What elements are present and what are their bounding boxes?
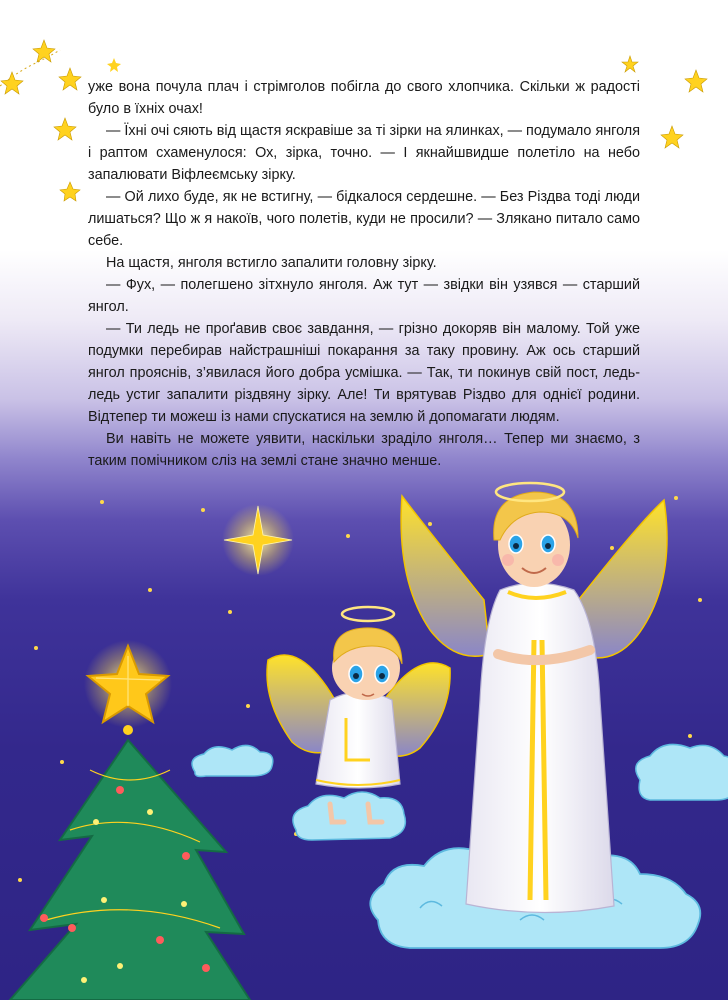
paragraph: уже вона почула плач і стрімголов побігла до свого хлопчика. Скільки ж радості було в їхніх очах! bbox=[88, 79, 640, 117]
cloud bbox=[636, 744, 728, 800]
cloud bbox=[192, 745, 273, 776]
story-text bbox=[88, 76, 640, 472]
paragraph: — Ти ледь не проґавив своє завдання, — грізно докоряв він малому. Той уже подумки перебирав найстрашніші покарання за таку провину. Аж ось старший янгол прояснів, з’явилася його добра усмішка. — Так, ти покинув свій пост, ледь-ледь устиг запалити різдвяну зірку. Але! Ти врятував Різдво для однієї родини. Відтепер ти можеш із нами спускатися на землю й допомагати людям. bbox=[88, 321, 640, 425]
paragraph: Ви навіть не можете уявити, наскільки зраділо янголя… Тепер ми знаємо, з таким помічником сліз на землі стане значно менше. bbox=[88, 431, 640, 469]
cloud bbox=[293, 792, 406, 840]
star-icon bbox=[1, 72, 23, 94]
star-icon bbox=[685, 70, 707, 92]
paragraph: — Ой лихо буде, як не встигну, — бідкалося сердешне. — Без Різдва тоді люди лишаться? Що ж я накоїв, чого полетів, куди не просили? — Злякано питало само себе. bbox=[88, 189, 640, 249]
star-icon bbox=[60, 182, 80, 201]
star-icon bbox=[59, 68, 81, 90]
paragraph: — Фух, — полегшено зітхнуло янголя. Аж тут — звідки він узявся — старший янгол. bbox=[88, 277, 640, 315]
paragraph: На щастя, янголя встигло запалити головну зірку. bbox=[106, 255, 437, 271]
star-icon bbox=[622, 56, 638, 72]
star-icon bbox=[661, 126, 683, 148]
little-angel bbox=[267, 607, 450, 822]
star-icon bbox=[54, 118, 76, 140]
bethlehem-star bbox=[222, 504, 294, 576]
paragraph: — Їхні очі сяють від щастя яскравіше за ті зірки на ялинках, — подумало янголя і раптом схаменулося: Ох, зірка, точно. — І якнайшвидше полетіло на небо запалювати Віфлеємську зірку. bbox=[88, 123, 640, 183]
christmas-tree bbox=[10, 640, 250, 1000]
star-icon bbox=[107, 58, 121, 72]
